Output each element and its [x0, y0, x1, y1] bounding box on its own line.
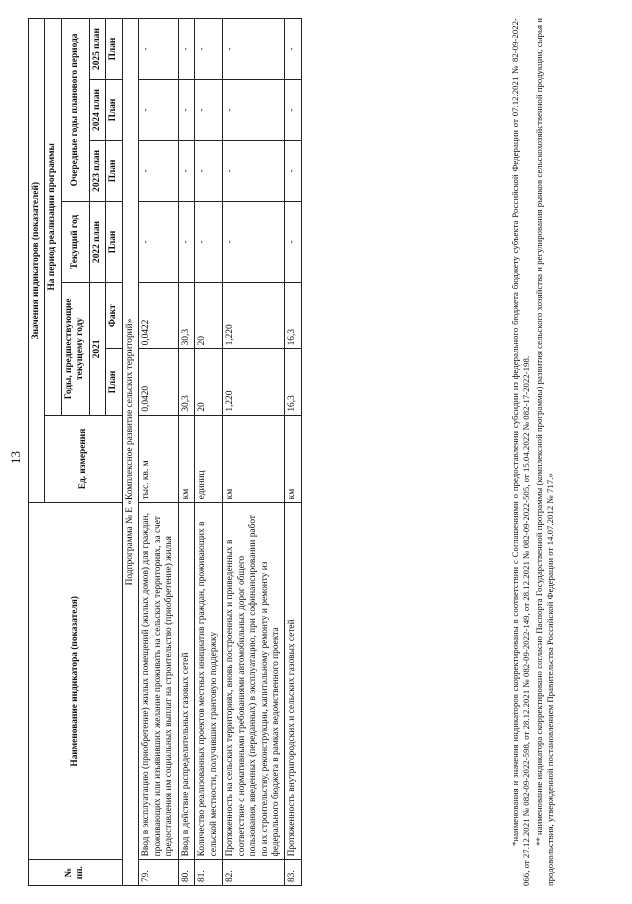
row-plan-2022: -	[195, 201, 223, 282]
header-values-group: Значения индикаторов (показателей)	[29, 19, 45, 503]
row-fact-2021: 16,3	[285, 283, 301, 349]
row-plan-2024: -	[223, 80, 285, 141]
row-plan-2023: -	[178, 140, 194, 201]
table-row	[285, 19, 301, 886]
footnote-2: ** наименование индикатора скорректировано согласно Паспорта Государственной программы (комплексной программы) развития сельского хозяйства и регулирования рынков сельскохозяйственной продукции, сырья и продовольствия, утвержденной постановлением Правительства Российской Федерации от 14.07.2012 № 717.»	[533, 18, 556, 886]
header-unit: Ед. измерения	[45, 415, 122, 503]
row-plan-2021: 16,3	[285, 349, 301, 415]
subprogram-row	[122, 19, 138, 886]
header-plan-2024: План	[106, 80, 122, 141]
row-name: Количество реализованных проектов местных инициатив граждан, проживающих в сельской местности, получивших грантовую поддержку	[195, 503, 223, 860]
row-num: 79.	[139, 860, 178, 886]
row-unit: км	[285, 415, 301, 503]
row-num: 81.	[195, 860, 223, 886]
row-fact-2021: 30,3	[178, 283, 194, 349]
row-plan-2023: -	[195, 140, 223, 201]
row-plan-2023: -	[139, 140, 178, 201]
header-2023-plan: 2023 план	[89, 140, 105, 201]
header-plan-2025: План	[106, 19, 122, 80]
header-plan-2021: План	[106, 349, 122, 415]
row-plan-2025: -	[178, 19, 194, 80]
row-unit: км	[178, 415, 194, 503]
row-unit: единиц	[195, 415, 223, 503]
table-header	[29, 19, 123, 886]
table-row	[178, 19, 194, 886]
header-2025-plan: 2025 план	[89, 19, 105, 80]
footnote-1: *наименования и значения индикаторов скорректированы в соответствии с Соглашениями о предоставлении субсидии из федерального бюджета бюджету субъекта Российской Федерации от 07.12.2021 № 82-09-2022-066, от 27.12.2021 № 082-09-2022-598, от 28.12.2021 № 082-09-2022-149, от 28.12.2021 № 082-09-2022-505, от 15.04.2022 № 082-17-2022-198.	[510, 18, 532, 886]
row-plan-2021: 1,220	[223, 349, 285, 415]
row-plan-2021: 0,0420	[139, 349, 178, 415]
subprogram-title: Подпрограмма № Е «Комплексное развитие сельских территорий»	[122, 19, 138, 886]
row-fact-2021: 20	[195, 283, 223, 349]
row-num: 83.	[285, 860, 301, 886]
row-num: 82.	[223, 860, 285, 886]
header-2024-plan: 2024 план	[89, 80, 105, 141]
row-plan-2024: -	[178, 80, 194, 141]
row-plan-2024: -	[195, 80, 223, 141]
row-plan-2023: -	[223, 140, 285, 201]
header-current-year: Текущий год	[61, 201, 89, 282]
row-name: Протяженность внутригородских и сельских газовых сетей	[285, 503, 301, 860]
row-plan-2021: 20	[195, 349, 223, 415]
table-row	[139, 19, 178, 886]
table-row	[195, 19, 223, 886]
header-next-years: Очередные годы планового периода	[61, 19, 89, 202]
header-num: № пп.	[29, 860, 123, 886]
footnotes	[510, 18, 558, 886]
table-row	[223, 19, 285, 886]
row-plan-2022: -	[178, 201, 194, 282]
row-plan-2023: -	[285, 140, 301, 201]
row-plan-2022: -	[223, 201, 285, 282]
row-name: Ввод в эксплуатацию (приобретение) жилых помещений (жилых домов) для граждан, проживающих или изъявивших желание проживать на сельских территориях, за счет предоставления им социальных выплат на строительство (приобретение) жилья	[139, 503, 178, 860]
row-name: Протяженность на сельских территориях, вновь построенных и приведенных в соответствие с нормативными требованиями автомобильных дорог общего пользования, введенных (переданных) в эксплуатацию, при софинансировании работ по их строительству, реконструкции, капитальному ремонту и ремонту из федерального бюджета в рамках ведомственного проекта	[223, 503, 285, 860]
header-name: Наименование индикатора (показателя)	[29, 503, 123, 860]
row-unit: тыс. кв. м	[139, 415, 178, 503]
header-prev-years: Годы, предшествующие текущему году	[61, 283, 89, 416]
header-fact-2021: Факт	[106, 283, 122, 349]
page-number: 13	[8, 451, 23, 464]
row-num: 80.	[178, 860, 194, 886]
table-body	[122, 19, 301, 886]
row-plan-2025: -	[139, 19, 178, 80]
row-plan-2022: -	[285, 201, 301, 282]
row-plan-2025: -	[285, 19, 301, 80]
indicators-table	[28, 18, 302, 886]
header-year-2021: 2021	[89, 283, 105, 416]
row-plan-2022: -	[139, 201, 178, 282]
header-period-group: На период реализации программы	[45, 19, 61, 416]
row-fact-2021: 0,0422	[139, 283, 178, 349]
row-plan-2025: -	[195, 19, 223, 80]
row-plan-2024: -	[285, 80, 301, 141]
header-plan-2023: План	[106, 140, 122, 201]
row-unit: км	[223, 415, 285, 503]
row-plan-2024: -	[139, 80, 178, 141]
row-plan-2025: -	[223, 19, 285, 80]
header-plan-2022: План	[106, 201, 122, 282]
row-name: Ввод в действие распределительных газовых сетей	[178, 503, 194, 860]
row-fact-2021: 1,220	[223, 283, 285, 349]
header-2022-plan: 2022 план	[89, 201, 105, 282]
row-plan-2021: 30,3	[178, 349, 194, 415]
